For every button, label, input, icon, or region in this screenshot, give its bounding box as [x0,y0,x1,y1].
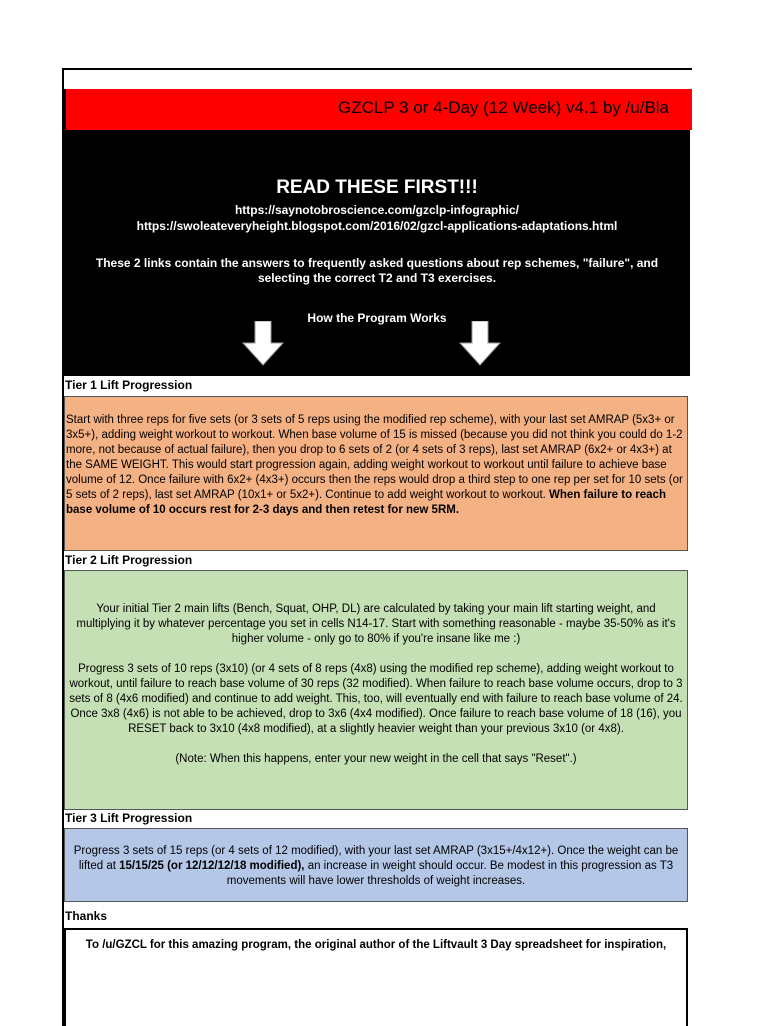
adaptations-link[interactable]: https://swoleateveryheight.blogspot.com/2016/02/gzcl-applications-adaptations.html [136,219,618,233]
how-program-works: How the Program Works [307,311,447,325]
tier3-box [64,828,688,902]
thanks-text: To /u/GZCL for this amazing program, the original author of the Liftvault 3 Day spreadsheet for inspiration, [85,939,667,951]
tier1-label: Tier 1 Lift Progression [65,378,193,392]
tier1-text: Start with three reps for five sets (or 3 sets of 5 reps using the modified rep scheme), with your last set AMRAP (5x3+ or 3x5+), adding weight workout to workout. When base volume of 15 is missed (because you did not think you could do 1-2 more, not because of actual failure), then you drop to 6 sets of 2 (or 4 sets of 3 reps), last set AMRAP (6x2+ or 4x3+) at the SAME WEIGHT. This would start progression again, adding weight workout to workout until failure to achieve base volume of 12. Once failure with 6x2+ (4x3+) occurs then the reps would drop a third step to one rep per set for 10 sets (or 5 sets of 2 reps), last set AMRAP (10x1+ or 5x2+). Continue to add weight workout to workout. [66,414,683,501]
down-arrow-icon [458,321,502,367]
tier2-note: (Note: When this happens, enter your new weight in the cell that says "Reset".) [175,753,577,765]
thanks-box [64,928,688,1026]
infographic-link[interactable]: https://saynotobroscience.com/gzclp-infographic/ [234,203,520,217]
tier2-paragraph: Progress 3 sets of 10 reps (3x10) (or 4 sets of 8 reps (4x8) using the modified rep scheme), adding weight workout to workout, until failure to reach base volume of 30 reps (32 modified). When failure to reach base volume occurs, drop to 3 sets of 8 (4x6 modified) and continue to add weight. This, too, will eventually end with failure to reach base volume of 24. Once 3x8 (4x6) is not able to be achieved, drop to 3x6 (4x4 modified). Once failure to reach base volume of 18 (16), you RESET back to 3x10 (4x8 modified), at a slightly heavier weight than your previous 3x10 (or 4x8). [69,663,683,735]
thanks-label: Thanks [65,909,108,923]
tier2-paragraph: Your initial Tier 2 main lifts (Bench, Squat, OHP, DL) are calculated by taking your main lift starting weight, and multiplying it by whatever percentage you set in cells N14-17. Start with something reasonable - maybe 35-50% as it's higher volume - only go to 80% if you're insane like me :) [76,603,676,645]
tier3-label: Tier 3 Lift Progression [65,811,193,825]
tier3-text: an increase in weight should occur. Be modest in this progression as T3 movements will have lower thresholds of weight increases. [226,860,674,887]
tier2-label: Tier 2 Lift Progression [65,553,193,567]
faq-note: These 2 links contain the answers to frequently asked questions about rep schemes, "failure", and selecting the correct T2 and T3 exercises. [95,256,659,285]
down-arrow-icon [241,321,285,367]
tier1-box [64,396,688,551]
sheet-title: GZCLP 3 or 4-Day (12 Week) v4.1 by /u/Bla [338,98,670,117]
tier2-box [64,570,688,810]
tier1-text-bold: When failure to reach base volume of 10 occurs rest for 2-3 days and then retest for new 5RM. [66,489,666,516]
title-bar [64,89,692,130]
tier3-text: Progress 3 sets of 15 reps (or 4 sets of 12 modified), with your last set AMRAP (3x15+/4x12+). Once the weight can be lifted at [73,845,679,872]
spreadsheet [62,68,692,1026]
intro-panel [64,130,690,376]
read-first-heading: READ THESE FIRST!!! [276,177,478,198]
tier3-text-bold: 15/15/25 (or 12/12/12/18 modified), [119,860,305,872]
